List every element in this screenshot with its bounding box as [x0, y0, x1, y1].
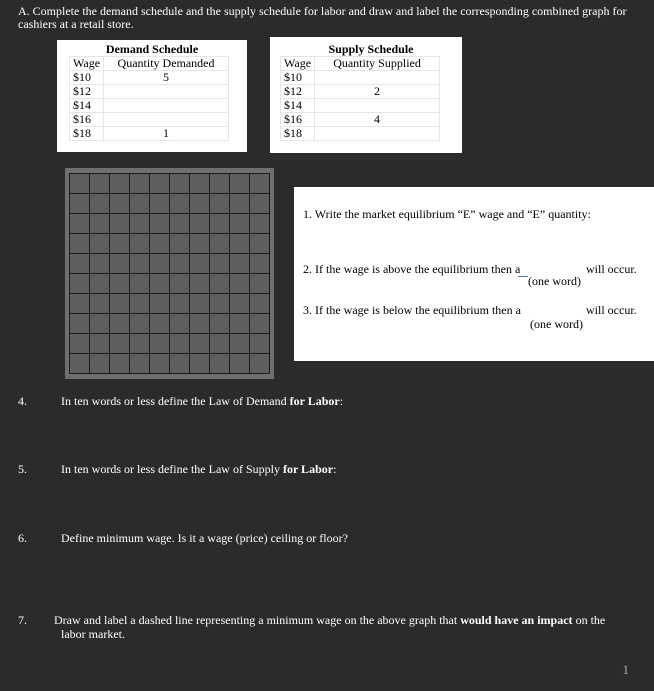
supply-wage: $14 — [281, 99, 315, 113]
supply-wage: $18 — [281, 127, 315, 141]
question-number: 6. — [18, 531, 27, 545]
page-number: 1 — [622, 662, 629, 677]
demand-col-wage: Wage — [70, 57, 104, 71]
question-text-end: : — [333, 462, 337, 476]
demand-qty[interactable]: 5 — [104, 71, 229, 85]
question-2-hint: (one word) — [528, 274, 581, 288]
demand-wage: $10 — [70, 71, 104, 85]
demand-wage: $16 — [70, 113, 104, 127]
question-1: 1. Write the market equilibrium “E” wage and “E” quantity: — [303, 207, 591, 221]
demand-wage: $18 — [70, 127, 104, 141]
supply-schedule-title: Supply Schedule — [328, 42, 414, 56]
supply-qty[interactable] — [315, 71, 440, 85]
supply-wage: $16 — [281, 113, 315, 127]
question-text-bold: for Labor — [289, 394, 340, 408]
graph-grid[interactable] — [69, 173, 270, 374]
question-number: 7. — [18, 613, 27, 627]
question-text: In ten words or less define the Law of Supply — [61, 462, 283, 476]
supply-schedule — [270, 37, 462, 153]
question-7-line-2: labor market. — [61, 627, 125, 641]
question-text-end: : — [339, 394, 344, 408]
demand-schedule — [57, 40, 247, 152]
demand-qty[interactable] — [104, 85, 229, 99]
supply-wage: $10 — [281, 71, 315, 85]
question-3-hint: (one word) — [530, 317, 583, 331]
supply-qty[interactable] — [315, 99, 440, 113]
instructions-line-2: cashiers at a retail store. — [18, 17, 134, 31]
question-number: 5. — [18, 462, 27, 476]
question-5 — [61, 462, 336, 477]
demand-wage: $12 — [70, 85, 104, 99]
answer-blank[interactable] — [518, 276, 528, 277]
demand-qty[interactable] — [104, 99, 229, 113]
question-6 — [61, 531, 348, 546]
question-2: 2. If the wage is above the equilibrium then a — [303, 262, 521, 276]
question-text: In ten words or less define the Law of Demand — [61, 394, 290, 408]
supply-qty[interactable]: 4 — [315, 113, 440, 127]
question-text-bold: for Labor — [282, 462, 334, 476]
supply-qty[interactable]: 2 — [315, 85, 440, 99]
demand-schedule-title: Demand Schedule — [105, 42, 199, 56]
question-3: 3. If the wage is below the equilibrium then a — [303, 303, 521, 317]
question-7 — [54, 613, 605, 628]
demand-col-qty: Quantity Demanded — [104, 57, 229, 71]
supply-qty[interactable] — [315, 127, 440, 141]
question-4 — [61, 394, 343, 409]
demand-table — [69, 56, 229, 141]
questions-box — [294, 187, 654, 361]
supply-table — [280, 56, 440, 141]
instructions-line-1: A. Complete the demand schedule and the supply schedule for labor and draw and label the corresponding combined graph for — [18, 4, 627, 18]
supply-col-qty: Quantity Supplied — [315, 57, 440, 71]
question-text: Define minimum wage. Is it a wage (price) ceiling or floor? — [61, 531, 348, 545]
instructions — [18, 5, 643, 31]
supply-col-wage: Wage — [281, 57, 315, 71]
demand-qty[interactable]: 1 — [104, 127, 229, 141]
supply-wage: $12 — [281, 85, 315, 99]
graph-area[interactable] — [65, 168, 274, 379]
question-text: Draw and label a dashed line representing a minimum wage on the above graph that — [54, 613, 461, 627]
question-2-suffix: will occur. — [586, 262, 637, 276]
question-3-suffix: will occur. — [586, 303, 637, 317]
question-number: 4. — [18, 394, 27, 408]
demand-qty[interactable] — [104, 113, 229, 127]
question-text-bold: would have an impact — [460, 613, 573, 627]
question-text-end: on the — [572, 613, 606, 627]
demand-wage: $14 — [70, 99, 104, 113]
